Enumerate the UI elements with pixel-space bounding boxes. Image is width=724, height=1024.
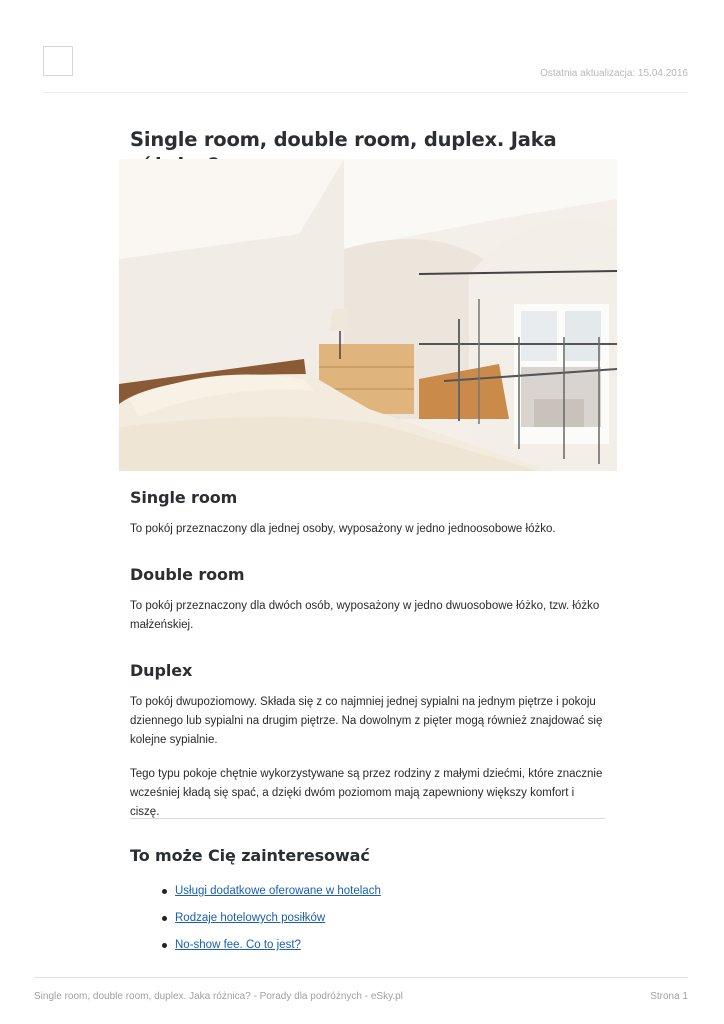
hero-image-room [119, 159, 617, 471]
footer-divider [34, 977, 688, 978]
list-item [130, 884, 605, 911]
list-item [130, 938, 605, 965]
section-paragraph: Tego typu pokoje chętnie wykorzystywane są przez rodziny z małymi dziećmi, które znacznie wcześniej kładą się spać, a dzięki dwóm poziomom mają zapewniony większy komfort i ciszę. [130, 768, 603, 818]
footer-page-number: Strona 1 [650, 991, 688, 1002]
site-logo-placeholder [43, 46, 73, 76]
related-link[interactable]: No-show fee. Co to jest? [175, 939, 301, 951]
article-title: Single room, double room, duplex. Jaka [130, 128, 557, 151]
section-heading: Duplex [130, 661, 193, 680]
list-item [130, 911, 605, 938]
section-heading: Double room [130, 565, 245, 584]
content-divider [130, 818, 605, 819]
section-paragraph: To pokój dwupoziomowy. Składa się z co najmniej jednej sypialni na jednym piętrze i pokoju dziennego lub sypialni na drugim piętrze. Na dowolnym z pięter mogą również znajdować się kolejne sypialnie. [130, 696, 603, 746]
section-paragraph: To pokój przeznaczony dla dwóch osób, wyposażony w jedno dwuosobowe łóżko, tzw. łóżko małżeńskiej. [130, 600, 600, 631]
section-duplex [130, 660, 605, 822]
section-heading: Single room [130, 488, 238, 507]
footer-page-title: Single room, double room, duplex. Jaka różnica? - Porady dla podróżnych - eSky.pl [34, 991, 403, 1002]
related-articles [130, 845, 605, 965]
related-links-list [130, 884, 605, 965]
related-link[interactable]: Rodzaje hotelowych posiłków [175, 912, 326, 924]
section-double-room [130, 564, 605, 635]
bedroom-illustration [119, 159, 617, 471]
section-paragraph: To pokój przeznaczony dla jednej osoby, wyposażony w jedno jednoosobowe łóżko. [130, 523, 556, 535]
related-heading: To może Cię zainteresować [130, 846, 370, 865]
related-link[interactable]: Usługi dodatkowe oferowane w hotelach [175, 885, 381, 897]
section-single-room [130, 487, 605, 539]
header-divider [43, 92, 688, 93]
last-update-date: Ostatnia aktualizacja: 15.04.2016 [540, 68, 688, 79]
